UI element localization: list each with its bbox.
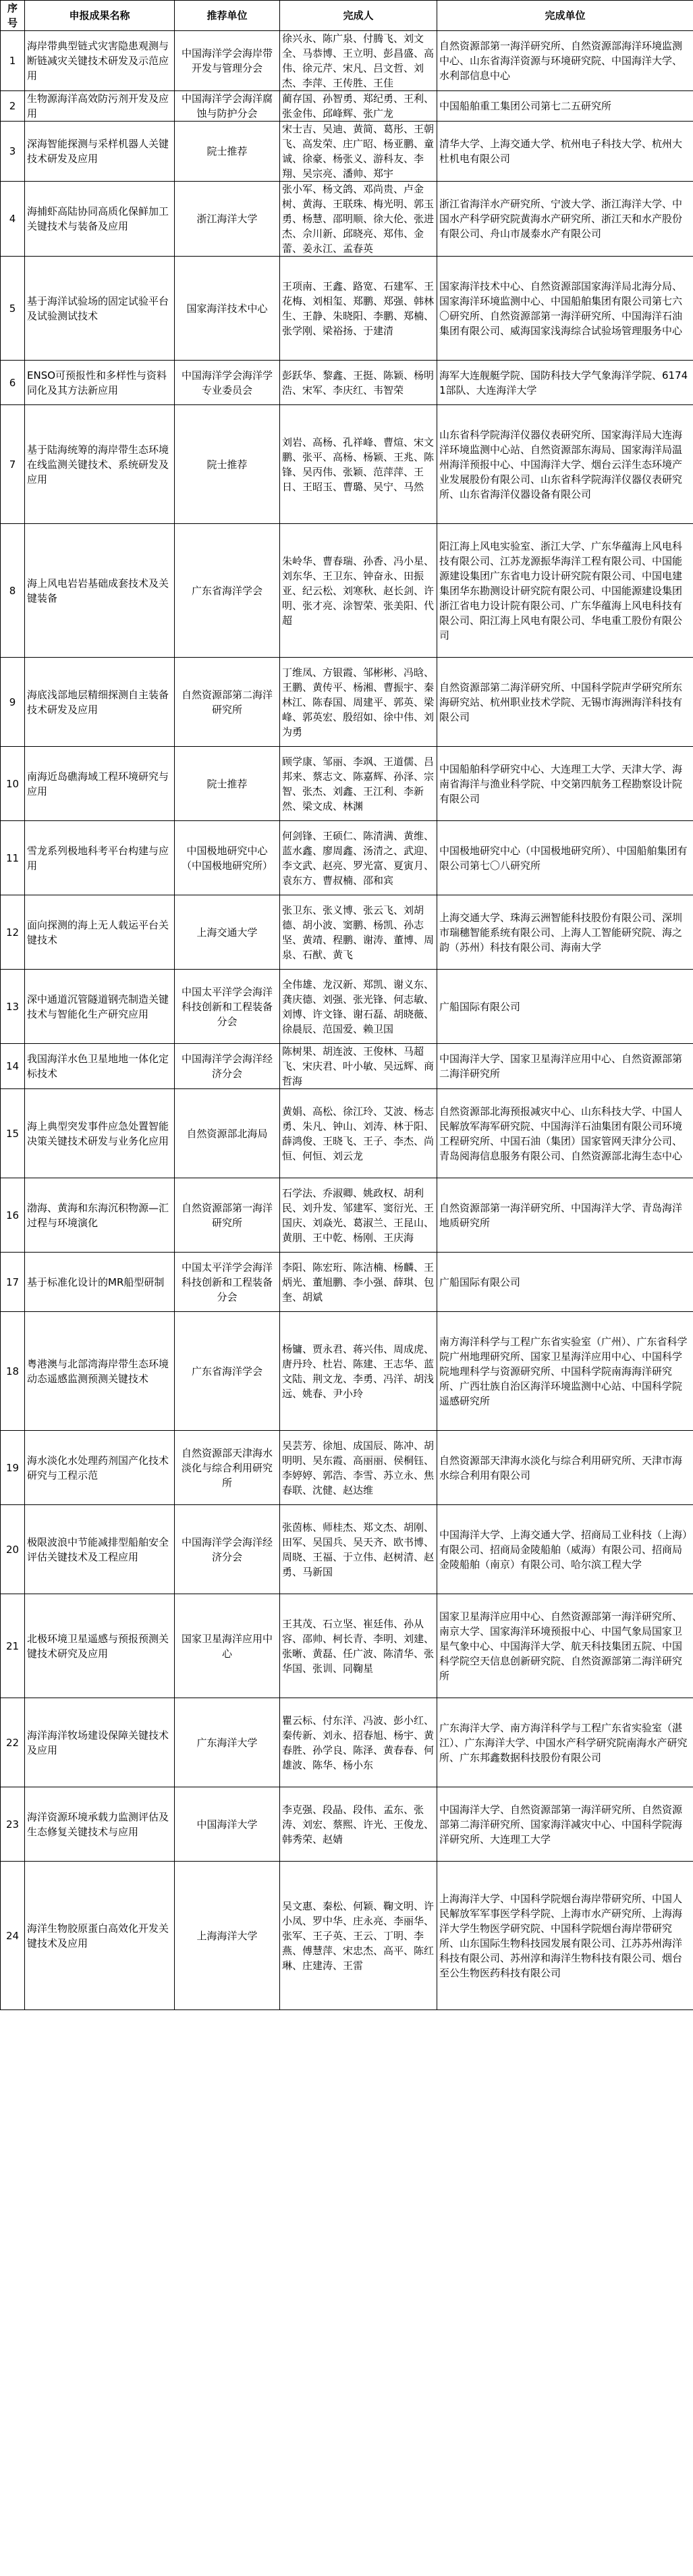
cell-achievement-name: 深中通道沉管隧道钢壳制造关键技术与智能化生产研究应用 xyxy=(25,970,175,1044)
cell-recommending-unit: 上海海洋大学 xyxy=(175,1862,280,2010)
cell-index: 16 xyxy=(1,1178,25,1253)
cell-achievement-name: 北极环境卫星遥感与预报预测关键技术研究及应用 xyxy=(25,1594,175,1698)
cell-completers: 宋士吉、吴迪、黄简、葛彤、王朝飞、高发荣、庄广昭、杨亚鹏、童诚、徐豪、杨张义、游科友、李翔、吴宗亮、潘帅、郑宇 xyxy=(280,122,437,182)
cell-recommending-unit: 中国海洋学会海洋学专业委员会 xyxy=(175,361,280,405)
cell-index: 8 xyxy=(1,524,25,658)
table-row xyxy=(1,1253,693,1312)
cell-recommending-unit: 自然资源部北海局 xyxy=(175,1089,280,1178)
cell-completing-units: 中国极地研究中心（中国极地研究所）、中国船舶集团有限公司第七〇八研究所 xyxy=(437,821,693,895)
cell-index: 4 xyxy=(1,182,25,257)
cell-achievement-name: 南海近岛礁海域工程环境研究与应用 xyxy=(25,747,175,821)
cell-achievement-name: 雪龙系列极地科考平台构建与应用 xyxy=(25,821,175,895)
cell-completing-units: 自然资源部第一海洋研究所、自然资源部海洋环境监测中心、山东省海洋资源与环境研究院、中国海洋大学、水利部信息中心 xyxy=(437,31,693,91)
cell-achievement-name: 基于标准化设计的MR船型研制 xyxy=(25,1253,175,1312)
table-row xyxy=(1,1862,693,2010)
cell-completers: 彭跃华、黎鑫、王挺、陈颖、杨明浩、宋军、李庆红、韦智荣 xyxy=(280,361,437,405)
cell-completers: 陈树果、胡连波、王俊林、马超飞、宋庆君、叶小敏、吴远辉、商哲海 xyxy=(280,1044,437,1089)
cell-index: 23 xyxy=(1,1787,25,1862)
cell-completers: 李阳、陈宏珩、陈洁楠、杨麟、王炳光、董旭鹏、李小强、薛琪、包奎、胡斌 xyxy=(280,1253,437,1312)
header-row xyxy=(1,1,693,31)
cell-index: 11 xyxy=(1,821,25,895)
cell-completers: 何剑锋、王硕仁、陈清满、黄维、蓝水鑫、廖周鑫、汤清之、武迎、李文武、赵亮、罗光富、夏寅月、袁东方、曹叔楠、邵和宾 xyxy=(280,821,437,895)
cell-recommending-unit: 自然资源部第二海洋研究所 xyxy=(175,658,280,747)
cell-completing-units: 自然资源部第一海洋研究所、中国海洋大学、青岛海洋地质研究所 xyxy=(437,1178,693,1253)
table-row xyxy=(1,524,693,658)
table-row xyxy=(1,821,693,895)
header-completing-units: 完成单位 xyxy=(437,1,693,31)
cell-index: 22 xyxy=(1,1698,25,1787)
cell-completing-units: 海军大连舰艇学院、国防科技大学气象海洋学院、61741部队、大连海洋大学 xyxy=(437,361,693,405)
cell-completing-units: 中国海洋大学、自然资源部第一海洋研究所、自然资源部第二海洋研究所、国家海洋减灾中心、中国科学院海洋研究所、大连理工大学 xyxy=(437,1787,693,1862)
cell-achievement-name: 海上风电岩岩基础成套技术及关键装备 xyxy=(25,524,175,658)
table-body xyxy=(1,31,693,2010)
cell-completers: 黄娟、高松、徐江玲、艾波、杨志勇、朱凡、钟山、刘涛、林于阳、薛鸿俊、王晓飞、王子、李杰、尚恒、何恒、刘云龙 xyxy=(280,1089,437,1178)
cell-recommending-unit: 中国极地研究中心（中国极地研究所） xyxy=(175,821,280,895)
cell-completers: 李克强、段晶、段伟、孟东、张涛、刘宏、蔡熙、许光、王俊龙、韩秀荣、赵婧 xyxy=(280,1787,437,1862)
cell-completing-units: 中国船舶重工集团公司第七二五研究所 xyxy=(437,91,693,122)
cell-recommending-unit: 中国海洋学会海洋腐蚀与防护分会 xyxy=(175,91,280,122)
table-row xyxy=(1,122,693,182)
table-row xyxy=(1,361,693,405)
cell-index: 14 xyxy=(1,1044,25,1089)
table-row xyxy=(1,1044,693,1089)
cell-recommending-unit: 中国海洋学会海岸带开发与管理分会 xyxy=(175,31,280,91)
cell-achievement-name: 海洋生物胶原蛋白高效化开发关键技术及应用 xyxy=(25,1862,175,2010)
cell-recommending-unit: 自然资源部天津海水淡化与综合利用研究所 xyxy=(175,1431,280,1505)
cell-completers: 全伟雄、龙汉新、郑凯、谢义东、龚庆德、刘强、张光锋、何志敏、刘博、许文锋、谢石磊、胡晓薇、徐晨辰、范国爱、赖卫国 xyxy=(280,970,437,1044)
table-row xyxy=(1,1594,693,1698)
cell-index: 15 xyxy=(1,1089,25,1178)
cell-completing-units: 清华大学、上海交通大学、杭州电子科技大学、杭州大杜机电有限公司 xyxy=(437,122,693,182)
cell-completers: 蔺存国、孙智勇、郑纪勇、王利、张金伟、邱峰辉、张广龙 xyxy=(280,91,437,122)
table-row xyxy=(1,1312,693,1431)
cell-achievement-name: 海上典型突发事件应急处置智能决策关键技术研发与业务化应用 xyxy=(25,1089,175,1178)
cell-achievement-name: 渤海、黄海和东海沉积物源—汇过程与环境演化 xyxy=(25,1178,175,1253)
cell-completing-units: 南方海洋科学与工程广东省实验室（广州）、广东省科学院广州地理研究所、国家卫星海洋应用中心、中国科学院地理科学与资源研究所、中国科学院南海海洋研究所、广西壮族自治区海洋环境监测中心站、中国科学院遥感研究所 xyxy=(437,1312,693,1431)
table-row xyxy=(1,1089,693,1178)
cell-recommending-unit: 中国海洋学会海洋经济分会 xyxy=(175,1505,280,1594)
cell-completing-units: 自然资源部北海预报减灾中心、山东科技大学、中国人民解放军海军研究院、中国海洋石油集团有限公司环境工程研究所、中国石油（集团）国家管网天津分公司、青岛阅海信息服务有限公司、自然资源部北海生态中心 xyxy=(437,1089,693,1178)
cell-index: 12 xyxy=(1,895,25,970)
cell-achievement-name: 海水淡化水处理药剂国产化技术研究与工程示范 xyxy=(25,1431,175,1505)
cell-achievement-name: ENSO可预报性和多样性与资料同化及其方法新应用 xyxy=(25,361,175,405)
cell-completing-units: 浙江省海洋水产研究所、宁波大学、浙江海洋大学、中国水产科学研究院黄海水产研究所、浙江天和水产股份有限公司、舟山市晟泰水产有限公司 xyxy=(437,182,693,257)
cell-index: 3 xyxy=(1,122,25,182)
cell-recommending-unit: 浙江海洋大学 xyxy=(175,182,280,257)
cell-recommending-unit: 国家卫星海洋应用中心 xyxy=(175,1594,280,1698)
cell-recommending-unit: 广东省海洋学会 xyxy=(175,524,280,658)
table-header xyxy=(1,1,693,31)
cell-recommending-unit: 中国太平洋学会海洋科技创新和工程装备分会 xyxy=(175,1253,280,1312)
cell-completers: 王其茂、石立坚、崔廷伟、孙从容、邵帅、柯长青、李明、刘建、张晰、黄磊、任广波、陈清华、张华国、张训、同鞠星 xyxy=(280,1594,437,1698)
cell-achievement-name: 海洋资源环境承载力监测评估及生态修复关键技术与应用 xyxy=(25,1787,175,1862)
cell-index: 6 xyxy=(1,361,25,405)
cell-completers: 张小军、杨文鸽、邓尚贵、卢金树、黄海、王联珠、梅光明、郭玉勇、杨慧、邵明顺、徐大伦、张进杰、佘川新、邱晓亮、郑伟、金蕾、姜永江、孟春英 xyxy=(280,182,437,257)
cell-completing-units: 上海交通大学、珠海云洲智能科技股份有限公司、深圳市瑞穗智能系统有限公司、上海人工智能研究院、海之韵（苏州）科技有限公司、海南大学 xyxy=(437,895,693,970)
cell-recommending-unit: 上海交通大学 xyxy=(175,895,280,970)
header-recommending-unit: 推荐单位 xyxy=(175,1,280,31)
table-row xyxy=(1,658,693,747)
cell-index: 5 xyxy=(1,257,25,361)
cell-completers: 吴文惠、秦松、何颖、鞠文明、许小凤、罗中华、庄永亮、李丽华、张军、王子英、王云、丁明、李燕、傅慧萍、宋忠杰、高平、陈红琳、庄建涛、王雷 xyxy=(280,1862,437,2010)
header-completers: 完成人 xyxy=(280,1,437,31)
cell-achievement-name: 深海智能探测与采样机器人关键技术研发及应用 xyxy=(25,122,175,182)
cell-index: 1 xyxy=(1,31,25,91)
cell-completers: 石学法、乔淑卿、姚政权、胡利民、刘升发、邹建军、窦衍光、王国庆、刘焱光、葛淑兰、王昆山、黄朋、王中乾、杨刚、王庆海 xyxy=(280,1178,437,1253)
cell-completing-units: 阳江海上风电实验室、浙江大学、广东华蕴海上风电科技有限公司、江苏龙源振华海洋工程有限公司、中国能源建设集团广东省电力设计研究院有限公司、中国电建集团华东勘测设计研究院有限公司、中国能源建设集团浙江省电力设计院有限公司、广东华蕴海上风电科技有限公司、阳江海上风电有限公司、华电重工股份有限公司 xyxy=(437,524,693,658)
cell-achievement-name: 面向探测的海上无人载运平台关键技术 xyxy=(25,895,175,970)
cell-index: 7 xyxy=(1,405,25,524)
cell-recommending-unit: 广东省海洋学会 xyxy=(175,1312,280,1431)
cell-completing-units: 广船国际有限公司 xyxy=(437,1253,693,1312)
cell-achievement-name: 极限波浪中节能减排型船舶安全评估关键技术及工程应用 xyxy=(25,1505,175,1594)
cell-recommending-unit: 自然资源部第一海洋研究所 xyxy=(175,1178,280,1253)
cell-achievement-name: 我国海洋水色卫星地地一体化定标技术 xyxy=(25,1044,175,1089)
header-index: 序号 xyxy=(1,1,25,31)
table-row xyxy=(1,1431,693,1505)
cell-index: 13 xyxy=(1,970,25,1044)
table-row xyxy=(1,257,693,361)
cell-achievement-name: 基于陆海统筹的海岸带生态环境在线监测关键技术、系统研发及应用 xyxy=(25,405,175,524)
cell-completing-units: 广船国际有限公司 xyxy=(437,970,693,1044)
cell-achievement-name: 海洋海洋牧场建设保障关键技术及应用 xyxy=(25,1698,175,1787)
table-row xyxy=(1,405,693,524)
cell-completers: 王项南、王鑫、路宽、石建军、王花梅、刘相玺、郑鹏、郑强、韩林生、王静、朱晓阳、李鹏、郑楠、张学刚、梁裕扬、于建清 xyxy=(280,257,437,361)
cell-completers: 张茵栋、师桂杰、郑文杰、胡刚、田军、吴国兵、吴天齐、欧书博、周晓、王福、于立伟、赵树清、赵勇、马新国 xyxy=(280,1505,437,1594)
cell-index: 2 xyxy=(1,91,25,122)
cell-achievement-name: 粤港澳与北部湾海岸带生态环境动态遥感监测预测关键技术 xyxy=(25,1312,175,1431)
cell-completers: 丁维凤、方银霞、邹彬彬、冯晗、王鹏、黄传平、杨湘、曹振宇、秦林江、陈春国、周建平、郭英、梁峰、郭英宏、殷绍如、徐中伟、刘为勇 xyxy=(280,658,437,747)
cell-completers: 徐兴永、陈广泉、付腾飞、刘文全、马恭博、王立明、彭昌盛、高伟、徐元芹、宋凡、吕文哲、刘杰、李萍、王传胜、王佳 xyxy=(280,31,437,91)
cell-completing-units: 国家海洋技术中心、自然资源部国家海洋局北海分局、国家海洋环境监测中心、中国船舶集团有限公司第七六〇研究所、自然资源部第一海洋研究所、中国海洋石油集团有限公司、威海国家浅海综合试验场管理服务中心 xyxy=(437,257,693,361)
cell-achievement-name: 基于海洋试验场的固定试验平台及试验测试技术 xyxy=(25,257,175,361)
cell-recommending-unit: 广东海洋大学 xyxy=(175,1698,280,1787)
cell-completers: 刘岩、高杨、孔祥峰、曹煊、宋文鹏、张平、高杨、杨颖、王兆、陈锋、吴丙伟、张颖、范萍萍、王日、王昭玉、曹璐、吴宁、马然 xyxy=(280,405,437,524)
cell-recommending-unit: 中国海洋大学 xyxy=(175,1787,280,1862)
cell-completing-units: 上海海洋大学、中国科学院烟台海岸带研究所、中国人民解放军军事医学科学院、上海市水产研究所、上海海洋大学生物医学研究院、中国科学院烟台海岸带研究所、山东国际生物科技园发展有限公司、江苏苏州海洋科技有限公司、苏州淳和海洋生物科技有限公司、烟台至公生物医药科技有限公司 xyxy=(437,1862,693,2010)
table-row xyxy=(1,1787,693,1862)
table-row xyxy=(1,1505,693,1594)
cell-index: 9 xyxy=(1,658,25,747)
cell-achievement-name: 海底浅部地层精细探测自主装备技术研发及应用 xyxy=(25,658,175,747)
cell-completers: 朱岭华、曹春瑞、孙香、冯小星、刘东华、王卫东、钟奋永、田振亚、纪云松、刘寒秋、赵长剑、许明、张才亮、涂智荣、张美阳、代超 xyxy=(280,524,437,658)
cell-completers: 杨镛、贾永君、蒋兴伟、周成虎、唐丹玲、杜岩、陈建、王志华、蓝文陆、荆文龙、李勇、冯洋、胡浅远、姚春、尹小玲 xyxy=(280,1312,437,1431)
table-row xyxy=(1,91,693,122)
cell-completers: 瞿云标、付东洋、冯波、彭小红、秦传新、刘永、招春旭、杨宇、黄春胜、孙学良、陈泽、黄春春、何雄波、陈华、杨小东 xyxy=(280,1698,437,1787)
table-row xyxy=(1,970,693,1044)
table-row xyxy=(1,895,693,970)
cell-index: 10 xyxy=(1,747,25,821)
cell-completers: 吴芸芳、徐旭、成国辰、陈冲、胡明明、吴东霞、高丽丽、侯桐钰、李婷婷、郭浩、李雪、苏立永、焦春联、沈健、赵达维 xyxy=(280,1431,437,1505)
cell-completers: 顾学康、邹丽、李飒、王道儒、吕邦来、蔡志文、陈嘉辉、孙泽、宗智、张杰、刘鑫、王江利、李新然、梁文成、林渊 xyxy=(280,747,437,821)
cell-achievement-name: 生物源海洋高效防污剂开发及应用 xyxy=(25,91,175,122)
cell-completing-units: 国家卫星海洋应用中心、自然资源部第一海洋研究所、南京大学、国家海洋环境预报中心、中国气象局国家卫星气象中心、中国海洋大学、航天科技集团五院、中国科学院空天信息创新研究院、自然资源部第二海洋研究所 xyxy=(437,1594,693,1698)
cell-recommending-unit: 中国太平洋学会海洋科技创新和工程装备分会 xyxy=(175,970,280,1044)
cell-completing-units: 中国海洋大学、上海交通大学、招商局工业科技（上海）有限公司、招商局金陵船舶（威海）有限公司、招商局金陵船舶（南京）有限公司、哈尔滨工程大学 xyxy=(437,1505,693,1594)
cell-completers: 张卫东、张义博、张云飞、刘胡德、胡小波、窦鹏、杨凯、孙志坚、黄靖、程鹏、谢涛、董博、周泉、石猷、黄飞 xyxy=(280,895,437,970)
table-row xyxy=(1,182,693,257)
cell-completing-units: 中国船舶科学研究中心、大连理工大学、天津大学、海南省海洋与渔业科学院、中交第四航务工程勘察设计院有限公司 xyxy=(437,747,693,821)
table-row xyxy=(1,31,693,91)
table-row xyxy=(1,1178,693,1253)
cell-completing-units: 自然资源部天津海水淡化与综合利用研究所、天津市海水综合利用有限公司 xyxy=(437,1431,693,1505)
cell-index: 21 xyxy=(1,1594,25,1698)
cell-recommending-unit: 国家海洋技术中心 xyxy=(175,257,280,361)
cell-recommending-unit: 中国海洋学会海洋经济分会 xyxy=(175,1044,280,1089)
table-row xyxy=(1,747,693,821)
cell-index: 19 xyxy=(1,1431,25,1505)
cell-achievement-name: 海岸带典型链式灾害隐患观测与断链减灾关键技术研发及示范应用 xyxy=(25,31,175,91)
cell-recommending-unit: 院士推荐 xyxy=(175,747,280,821)
cell-completing-units: 山东省科学院海洋仪器仪表研究所、国家海洋局大连海洋环境监测中心站、自然资源部东海局、国家海洋局温州海洋预报中心、中国海洋大学、烟台云洋生态环境产业发展股份有限公司、山东省科学院海洋仪器仪表研究所、山东省海洋仪器设备有限公司 xyxy=(437,405,693,524)
cell-recommending-unit: 院士推荐 xyxy=(175,405,280,524)
cell-index: 17 xyxy=(1,1253,25,1312)
cell-recommending-unit: 院士推荐 xyxy=(175,122,280,182)
cell-achievement-name: 海捕虾高陆协同高质化保鲜加工关键技术与装备及应用 xyxy=(25,182,175,257)
cell-index: 20 xyxy=(1,1505,25,1594)
cell-completing-units: 广东海洋大学、南方海洋科学与工程广东省实验室（湛江）、广东海洋大学、中国水产科学研究院南海水产研究所、广东邦鑫数据科技股份有限公司 xyxy=(437,1698,693,1787)
cell-completing-units: 中国海洋大学、国家卫星海洋应用中心、自然资源部第二海洋研究所 xyxy=(437,1044,693,1089)
cell-completing-units: 自然资源部第二海洋研究所、中国科学院声学研究所东海研究站、杭州职业技术学院、无锡市海洲海洋科技有限公司 xyxy=(437,658,693,747)
table-row xyxy=(1,1698,693,1787)
cell-index: 24 xyxy=(1,1862,25,2010)
header-achievement-name: 申报成果名称 xyxy=(25,1,175,31)
cell-index: 18 xyxy=(1,1312,25,1431)
